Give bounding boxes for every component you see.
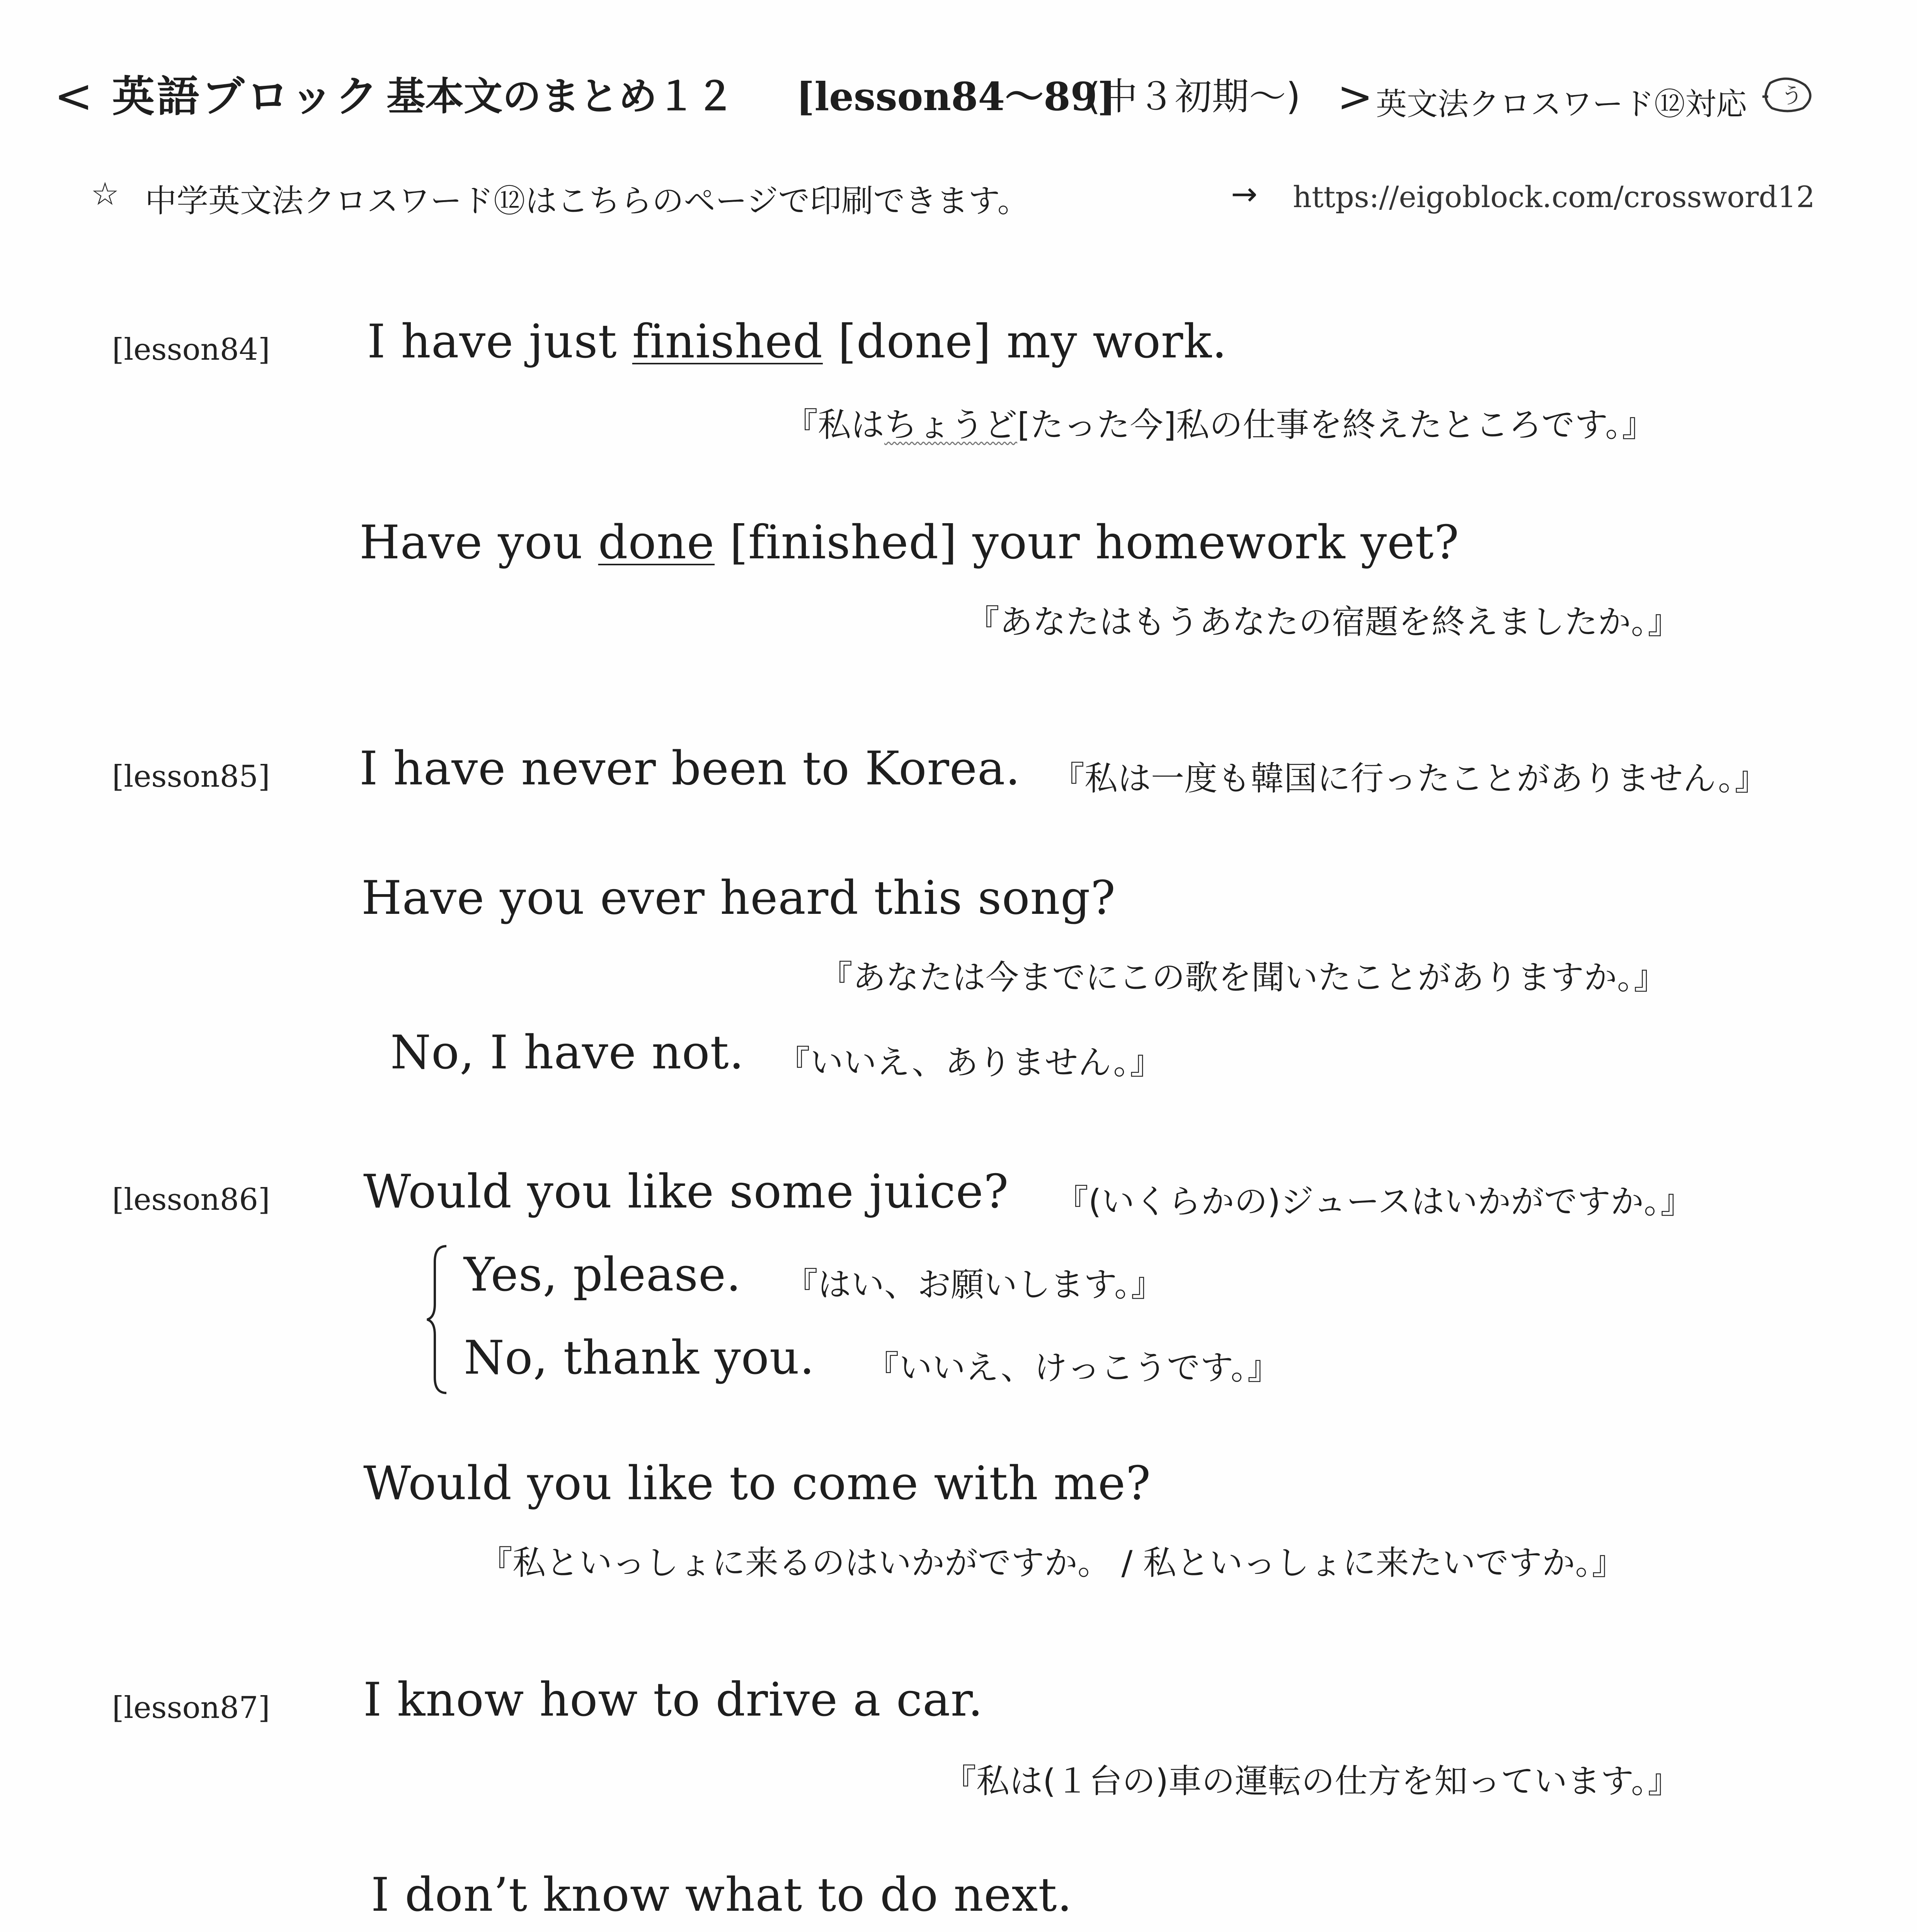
answer-yes: Yes, please. <box>464 1248 742 1302</box>
sentence-84-2 <box>359 516 1459 570</box>
translation-84-2: 『あなたはもうあなたの宿題を終えましたか。』 <box>966 603 1681 641</box>
lesson-tag-85: [lesson85] <box>112 759 270 794</box>
crossword-note: 中学英文法クロスワード⑫はこちらのページで印刷できます。 <box>145 183 1029 219</box>
underlined-word: done <box>598 516 715 570</box>
logo: 英語ブロック <box>112 72 380 121</box>
translation-84-1 <box>785 398 1655 446</box>
mascot-text: う <box>1781 83 1803 109</box>
translation-no: 『いいえ、けっこうです。』 <box>866 1349 1281 1387</box>
answer-no: No, thank you. <box>464 1331 815 1385</box>
text: [done] my work. <box>822 315 1227 369</box>
lesson-tag-84: [lesson84] <box>112 332 270 367</box>
lesson-tag-87: [lesson87] <box>112 1690 270 1725</box>
translation-85-1: 『私は一度も韓国に行ったことがありません。』 <box>1051 759 1768 798</box>
translation-85-2: 『あなたは今までにこの歌を聞いたことがありますか。』 <box>819 958 1667 997</box>
sentence-85-2: Have you ever heard this song? <box>361 871 1116 925</box>
text: [たった今]私の仕事を終えたところです。』 <box>1017 406 1655 444</box>
mascot-icon <box>1759 75 1817 114</box>
text: I have just <box>367 315 632 369</box>
translation-87-1: 『私は(１台の)車の運転の仕方を知っています。』 <box>943 1762 1681 1801</box>
sentence-84-1 <box>367 315 1227 369</box>
lesson-range: [lesson84〜89] <box>796 74 1116 119</box>
sentence-85-1: I have never been to Korea. <box>359 742 1021 796</box>
crossword-link[interactable]: https://eigoblock.com/crossword12 <box>1293 180 1815 214</box>
wavy-underlined: ちょうど <box>884 406 1017 444</box>
sentence-87-1: I know how to drive a car. <box>363 1673 983 1727</box>
translation-86-1: 『(いくらかの)ジュースはいかがですか。』 <box>1055 1182 1694 1221</box>
forward-chevron: > <box>1337 72 1373 121</box>
crossword-label: 英文法クロスワード⑫対応 <box>1376 86 1747 122</box>
arrow-icon: → <box>1231 176 1258 213</box>
star-icon: ☆ <box>91 176 119 213</box>
underlined-word: finished <box>632 315 823 369</box>
lesson-tag-86: [lesson86] <box>112 1182 270 1217</box>
translation-86-2: 『私といっしょに来るのはいかがですか。 / 私といっしょに来たいですか。』 <box>479 1544 1625 1582</box>
text: [finished] your homework yet? <box>715 516 1459 570</box>
back-chevron: < <box>54 70 93 123</box>
sentence-86-1: Would you like some juice? <box>363 1165 1009 1219</box>
text: Have you <box>359 516 598 570</box>
sentence-85-3: No, I have not. <box>390 1026 744 1080</box>
brace-icon <box>425 1242 448 1397</box>
translation-85-3: 『いいえ、ありません。』 <box>777 1043 1163 1082</box>
page-title: 基本文のまとめ１２ <box>386 74 734 119</box>
text: 『私は <box>785 406 884 444</box>
sentence-86-2: Would you like to come with me? <box>363 1457 1151 1510</box>
grade-level: (中３初期〜) <box>1086 75 1301 118</box>
translation-yes: 『はい、お願いします。』 <box>785 1265 1165 1304</box>
sentence-87-2: I don’t know what to do next. <box>371 1868 1073 1922</box>
